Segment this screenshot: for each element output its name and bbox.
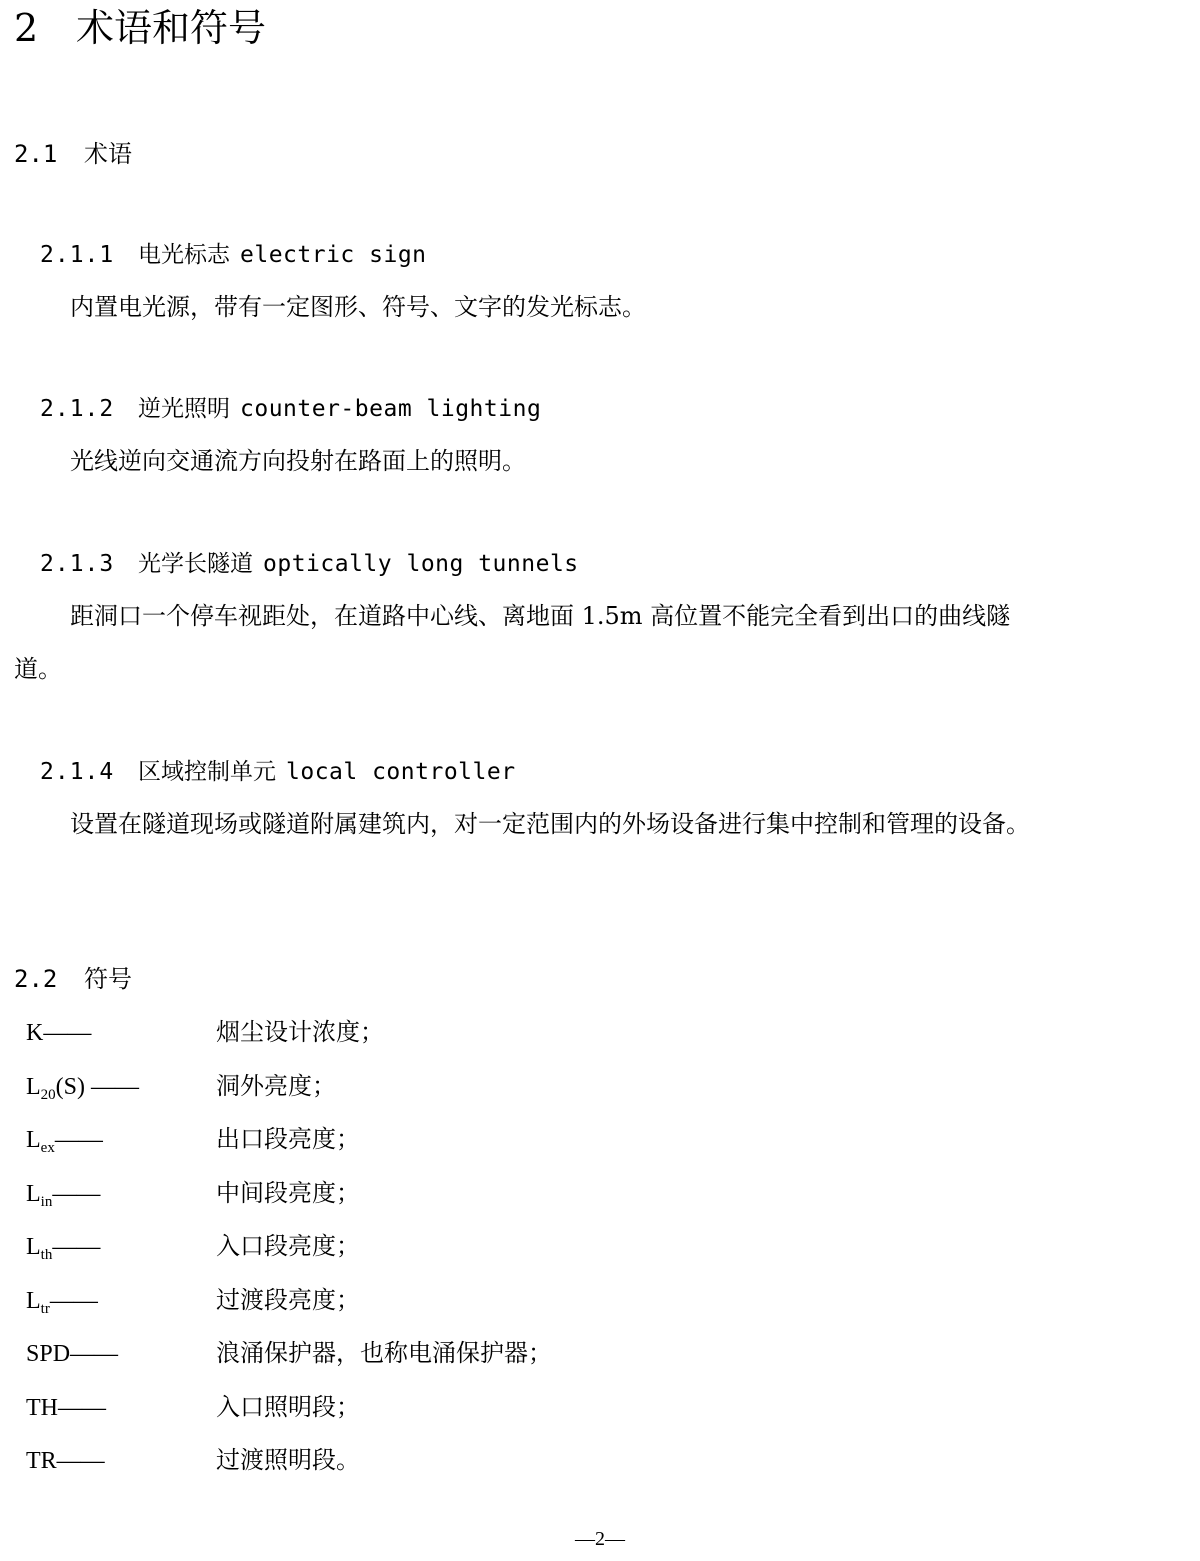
symbol-description: 入口照明段； [216,1393,360,1421]
term-english: optically long tunnels [263,551,579,577]
symbol-description: 过渡照明段。 [216,1446,360,1474]
symbol-description: 入口段亮度； [216,1232,360,1260]
page-number: —2— [575,1528,625,1550]
section-title: 符号 [84,965,132,993]
section-heading-symbols [14,963,132,995]
symbol: TR—— [26,1448,105,1474]
term-definition: 内置电光源，带有一定图形、符号、文字的发光标志。 [70,293,646,321]
symbol: $L_{th}——$ [26,1234,101,1263]
term-english: counter-beam lighting [240,396,542,422]
chapter-title [14,4,266,52]
term-number: 2.1.4 [40,759,115,785]
term-number: 2.1.2 [40,396,115,422]
term-number: 2.1.3 [40,551,115,577]
symbol: SPD—— [26,1341,119,1367]
symbol: K—— [26,1020,92,1046]
term-english: local controller [286,759,516,785]
term-chinese: 电光标志 [138,242,230,268]
symbol-description: 中间段亮度； [216,1179,360,1207]
term-number: 2.1.1 [40,242,115,268]
symbol-description: 过渡段亮度； [216,1286,360,1314]
symbol: $L_{tr}——$ [26,1288,98,1317]
term-definition: 光线逆向交通流方向投射在路面上的照明。 [70,447,526,475]
section-number: 2.2 [14,965,58,993]
symbol-row [26,1173,360,1213]
term-heading [40,393,541,425]
symbol-row [26,1226,360,1266]
term-definition: 设置在隧道现场或隧道附属建筑内，对一定范围内的外场设备进行集中控制和管理的设备。 [70,810,1030,838]
section-heading-terms [14,138,132,170]
chapter-number: 2 [14,6,39,50]
symbol: $L_{20}(S)$ —— [26,1074,140,1103]
symbol-row [26,1280,360,1320]
symbol-row [26,1440,360,1480]
term-heading [40,548,579,580]
chapter-title-text: 术语和符号 [76,6,267,50]
symbol-description: 烟尘设计浓度； [216,1018,384,1046]
symbol: TH—— [26,1395,106,1421]
term-definition: 距洞口一个停车视距处，在道路中心线、离地面 1.5m 高位置不能完全看到出口的曲线隧道。 [14,602,1011,683]
symbol-row [26,1387,360,1427]
term-heading [40,756,516,788]
term-english: electric sign [240,242,427,268]
symbol-row [26,1119,360,1159]
term-chinese: 光学长隧道 [138,551,253,577]
symbol-row [26,1012,384,1052]
symbol: $L_{ex}——$ [26,1127,103,1156]
section-title: 术语 [84,140,132,168]
term-chinese: 区域控制单元 [138,759,276,785]
symbol: $L_{in}——$ [26,1181,101,1210]
term-heading [40,239,427,271]
symbol-description: 洞外亮度； [216,1072,336,1100]
symbol-row [26,1066,336,1106]
section-number: 2.1 [14,140,58,168]
term-chinese: 逆光照明 [138,396,230,422]
symbol-description: 出口段亮度； [216,1125,360,1153]
symbol-row [26,1333,552,1373]
symbol-description: 浪涌保护器，也称电涌保护器； [216,1339,552,1367]
